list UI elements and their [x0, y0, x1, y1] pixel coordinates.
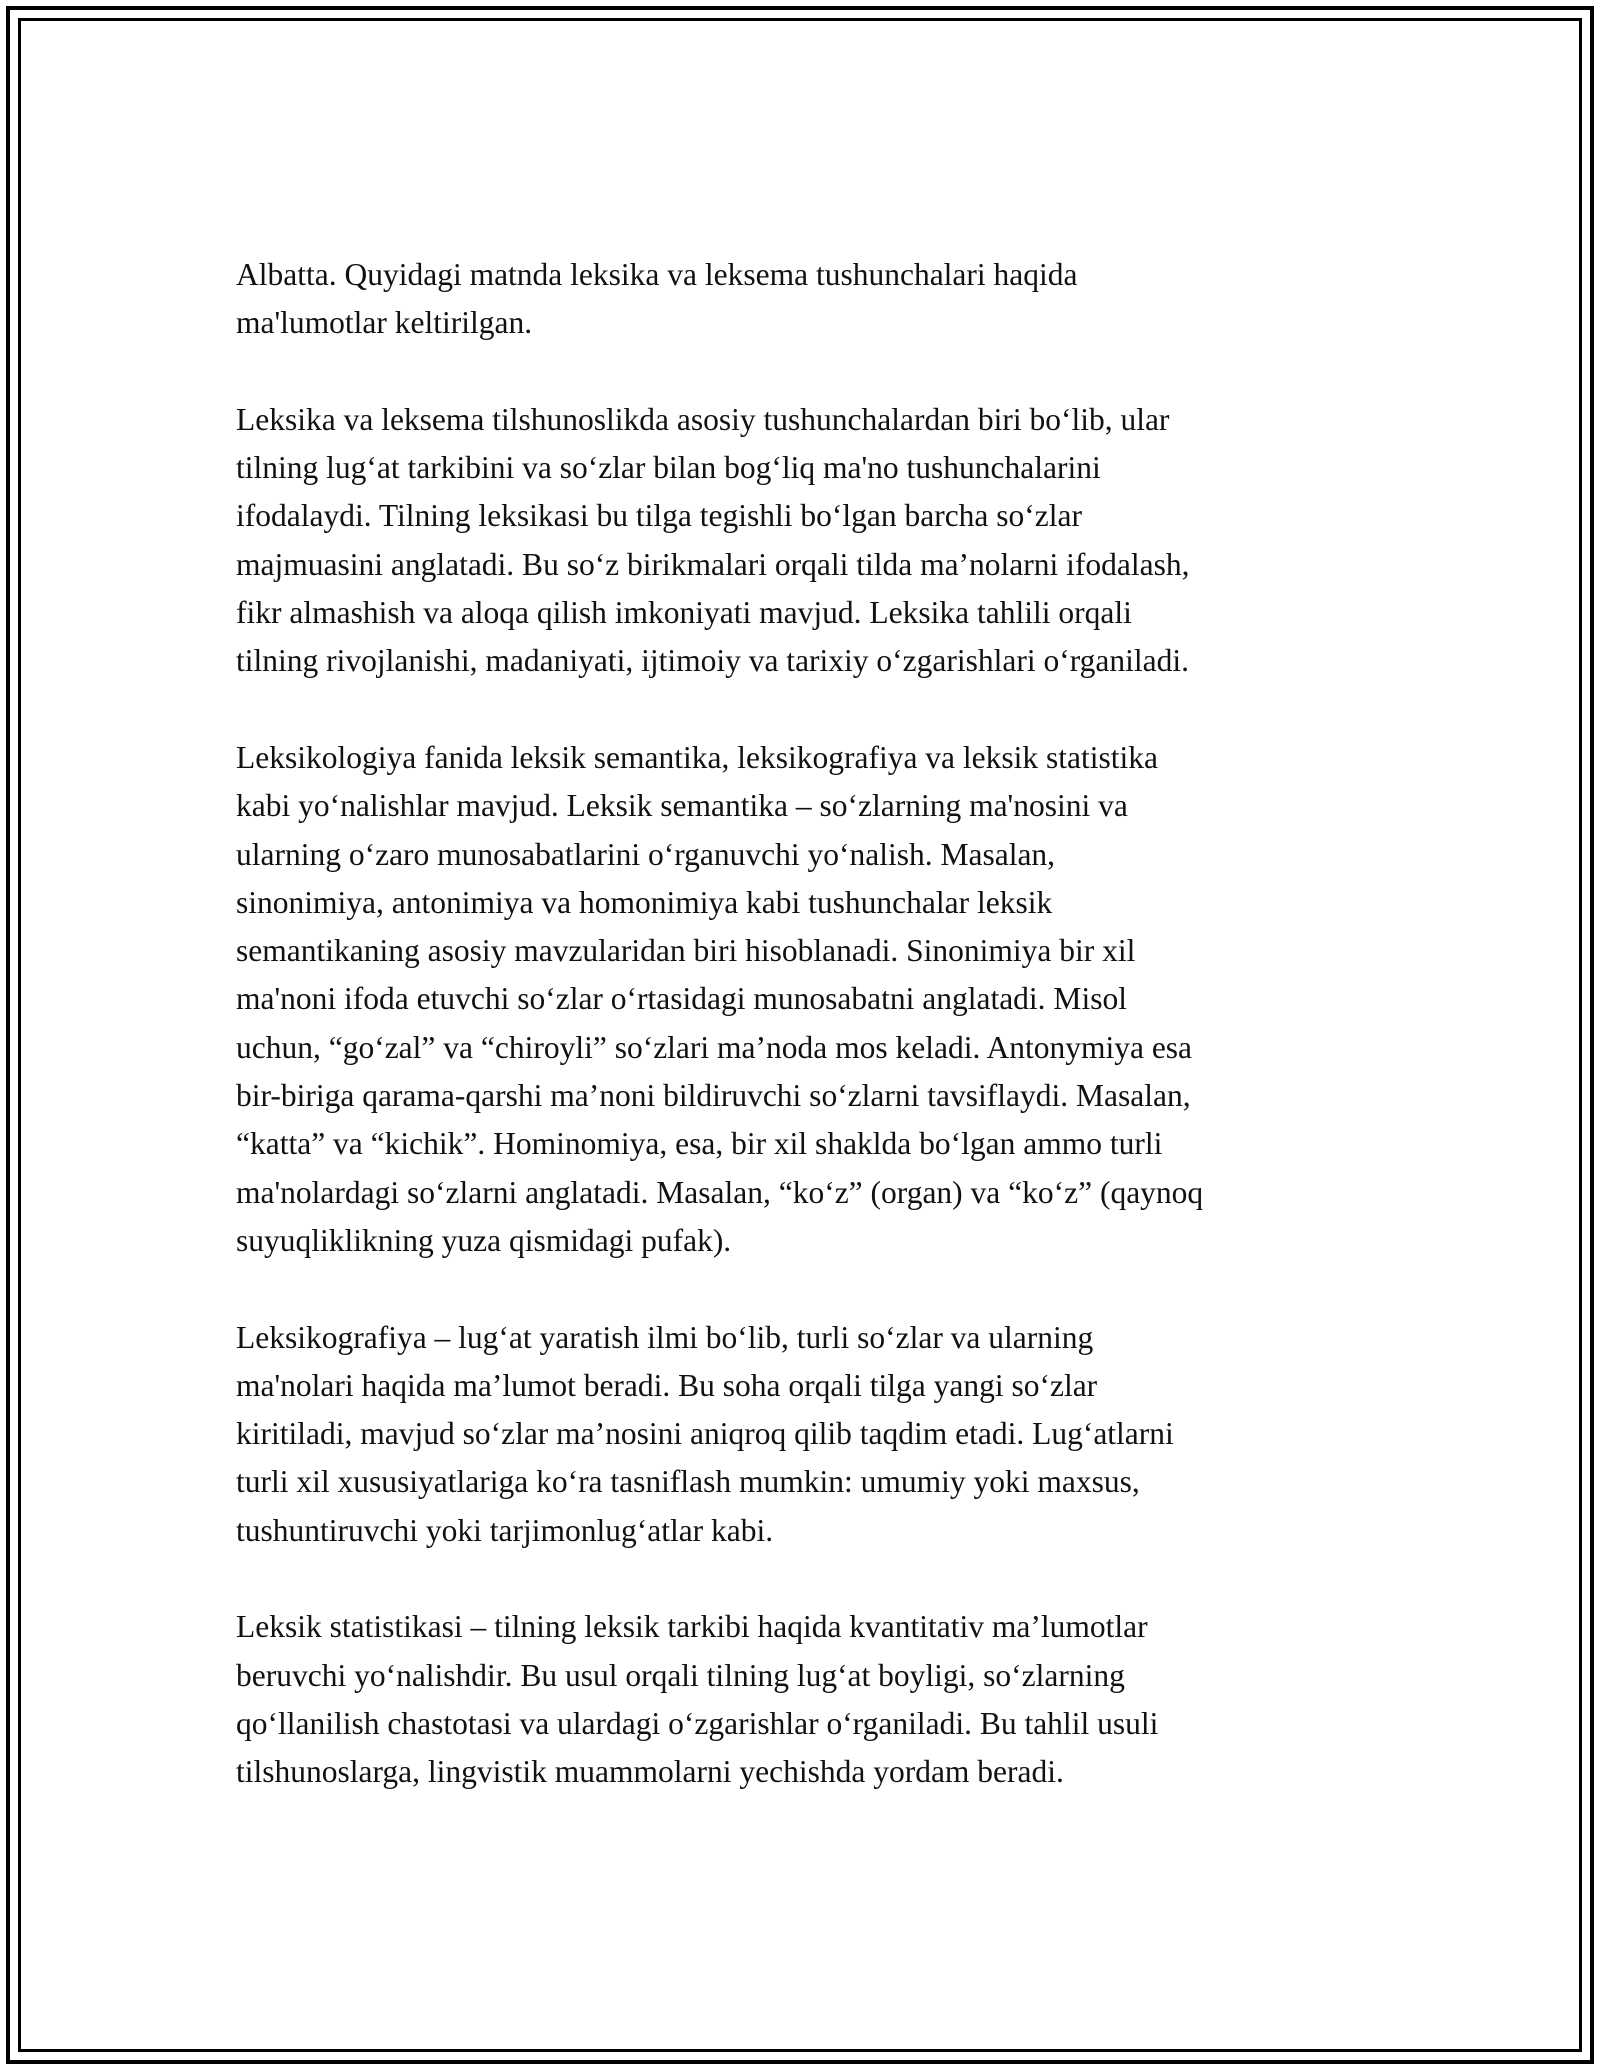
text-line: Leksikologiya fanida leksik semantika, leksikografiya va leksik statistika [236, 739, 1159, 775]
text-line: “katta” va “kichik”. Hominomiya, esa, bir xil shaklda bo‘lgan ammo turli [236, 1126, 1163, 1162]
text-line: beruvchi yo‘nalishdir. Bu usul orqali tilning lug‘at boyligi, so‘zlarning [236, 1657, 1125, 1693]
paragraph-leksikografiya [236, 1314, 1386, 1555]
paragraph-statistika [236, 1603, 1386, 1796]
text-line: Leksika va leksema tilshunoslikda asosiy tushunchalardan biri bo‘lib, ular [236, 401, 1170, 437]
text-line: majmuasini anglatadi. Bu so‘z birikmalari orqali tilda ma’nolarni ifodalash, [236, 546, 1190, 582]
text-line: kabi yo‘nalishlar mavjud. Leksik semantika – so‘zlarning ma'nosini va [236, 788, 1128, 824]
text-line: fikr almashish va aloqa qilish imkoniyati mavjud. Leksika tahlili orqali [236, 595, 1132, 631]
text-line: qo‘llanilish chastotasi va ulardagi o‘zgarishlar o‘rganiladi. Bu tahlil usuli [236, 1705, 1159, 1741]
text-line: ma'noni ifoda etuvchi so‘zlar o‘rtasidagi munosabatni anglatadi. Misol [236, 981, 1127, 1017]
text-line: semantikaning asosiy mavzularidan biri hisoblanadi. Sinonimiya bir xil [236, 933, 1136, 969]
text-line: tilshunoslarga, lingvistik muammolarni yechishda yordam beradi. [236, 1754, 1064, 1790]
paragraph-leksikologiya [236, 734, 1386, 1265]
text-line: ma'nolari haqida ma’lumot beradi. Bu soha orqali tilga yangi so‘zlar [236, 1367, 1098, 1403]
text-line: Leksikografiya – lug‘at yaratish ilmi bo‘lib, turli so‘zlar va ularning [236, 1319, 1094, 1355]
text-line: kiritiladi, mavjud so‘zlar ma’nosini aniqroq qilib taqdim etadi. Lug‘atlarni [236, 1416, 1174, 1452]
text-line: suyuqliklikning yuza qismidagi pufak). [236, 1222, 732, 1258]
text-line: ifodalaydi. Tilning leksikasi bu tilga tegishli bo‘lgan barcha so‘zlar [236, 498, 1082, 534]
text-line: uchun, “go‘zal” va “chiroyli” so‘zlari ma’noda mos keladi. Antonymiya esa [236, 1029, 1193, 1065]
text-line: ularning o‘zaro munosabatlarini o‘rganuvchi yo‘nalish. Masalan, [236, 836, 1056, 872]
text-line: ma'lumotlar keltirilgan. [236, 305, 533, 341]
text-line: Albatta. Quyidagi matnda leksika va leksema tushunchalari haqida [236, 257, 1078, 292]
paragraph-intro [236, 251, 1386, 348]
document-body [236, 251, 1386, 1845]
text-line: tilning rivojlanishi, madaniyati, ijtimoiy va tarixiy o‘zgarishlari o‘rganiladi. [236, 643, 1189, 679]
text-line: sinonimiya, antonimiya va homonimiya kabi tushunchalar leksik [236, 884, 1053, 920]
text-line: turli xil xususiyatlariga ko‘ra tasniflash mumkin: umumiy yoki maxsus, [236, 1464, 1140, 1500]
text-line: bir-biriga qarama-qarshi ma’noni bildiruvchi so‘zlarni tavsiflaydi. Masalan, [236, 1078, 1191, 1114]
paragraph-leksika [236, 396, 1386, 686]
text-line: tushuntiruvchi yoki tarjimonlug‘atlar kabi. [236, 1512, 774, 1548]
text-line: Leksik statistikasi – tilning leksik tarkibi haqida kvantitativ ma’lumotlar [236, 1609, 1148, 1645]
text-line: ma'nolardagi so‘zlarni anglatadi. Masalan, “ko‘z” (organ) va “ko‘z” (qaynoq [236, 1174, 1204, 1210]
text-line: tilning lug‘at tarkibini va so‘zlar bilan bog‘liq ma'no tushunchalarini [236, 450, 1101, 486]
